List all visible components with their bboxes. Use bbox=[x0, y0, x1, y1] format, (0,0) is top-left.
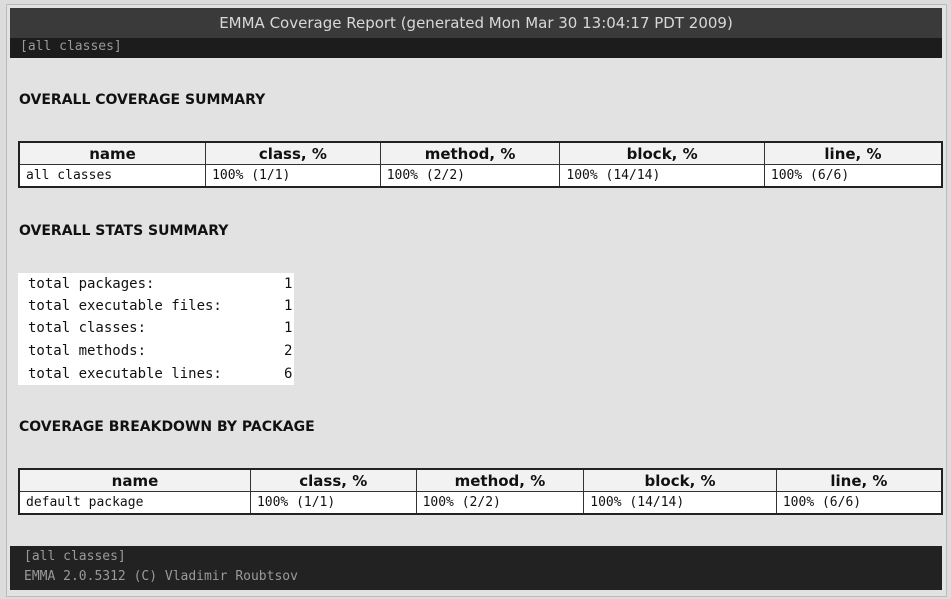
footer-all-classes-link[interactable]: [all classes] bbox=[24, 549, 126, 564]
overall-stats-box bbox=[18, 273, 294, 385]
column-header-name: name bbox=[19, 142, 206, 165]
column-header-block: block, % bbox=[584, 469, 777, 492]
stat-value: 1 bbox=[284, 276, 293, 292]
class-coverage-cell: 100% (1/1) bbox=[206, 165, 381, 188]
stat-value: 6 bbox=[284, 366, 293, 382]
overall-coverage-table bbox=[18, 141, 943, 188]
stat-row bbox=[28, 363, 293, 385]
block-coverage-cell: 100% (14/14) bbox=[584, 492, 777, 515]
column-header-method: method, % bbox=[380, 142, 560, 165]
all-classes-link[interactable]: [all classes] bbox=[20, 39, 122, 54]
package-breakdown-heading: COVERAGE BREAKDOWN BY PACKAGE bbox=[19, 419, 315, 435]
stat-label: total executable files: bbox=[28, 298, 222, 314]
package-breakdown-table bbox=[18, 468, 943, 515]
stat-row bbox=[28, 273, 293, 295]
column-header-method: method, % bbox=[416, 469, 584, 492]
package-name-link[interactable]: default package bbox=[19, 492, 250, 515]
stat-value: 2 bbox=[284, 343, 293, 359]
table-row bbox=[19, 165, 942, 188]
top-nav-bar bbox=[10, 38, 942, 58]
column-header-block: block, % bbox=[560, 142, 765, 165]
column-header-name: name bbox=[19, 469, 250, 492]
stat-label: total packages: bbox=[28, 276, 155, 292]
overall-coverage-heading: OVERALL COVERAGE SUMMARY bbox=[19, 92, 266, 108]
stat-value: 1 bbox=[284, 298, 293, 314]
column-header-line: line, % bbox=[776, 469, 942, 492]
report-title: EMMA Coverage Report (generated Mon Mar 30 13:04:17 PDT 2009) bbox=[219, 14, 733, 32]
column-header-line: line, % bbox=[764, 142, 942, 165]
column-header-class: class, % bbox=[206, 142, 381, 165]
class-coverage-cell: 100% (1/1) bbox=[250, 492, 416, 515]
row-name-cell: all classes bbox=[19, 165, 206, 188]
table-header-row bbox=[19, 142, 942, 165]
stat-value: 1 bbox=[284, 320, 293, 336]
footer-copyright: EMMA 2.0.5312 (C) Vladimir Roubtsov bbox=[24, 569, 298, 584]
block-coverage-cell: 100% (14/14) bbox=[560, 165, 765, 188]
stat-label: total executable lines: bbox=[28, 366, 222, 382]
overall-stats-heading: OVERALL STATS SUMMARY bbox=[19, 223, 229, 239]
report-title-bar bbox=[10, 8, 942, 38]
footer-bar bbox=[10, 546, 942, 590]
table-header-row bbox=[19, 469, 942, 492]
table-row bbox=[19, 492, 942, 515]
method-coverage-cell: 100% (2/2) bbox=[380, 165, 560, 188]
column-header-class: class, % bbox=[250, 469, 416, 492]
stat-label: total methods: bbox=[28, 343, 147, 359]
method-coverage-cell: 100% (2/2) bbox=[416, 492, 584, 515]
line-coverage-cell: 100% (6/6) bbox=[776, 492, 942, 515]
stat-row bbox=[28, 340, 293, 362]
stat-label: total classes: bbox=[28, 320, 147, 336]
line-coverage-cell: 100% (6/6) bbox=[764, 165, 942, 188]
stat-row bbox=[28, 317, 293, 339]
stat-row bbox=[28, 295, 293, 317]
